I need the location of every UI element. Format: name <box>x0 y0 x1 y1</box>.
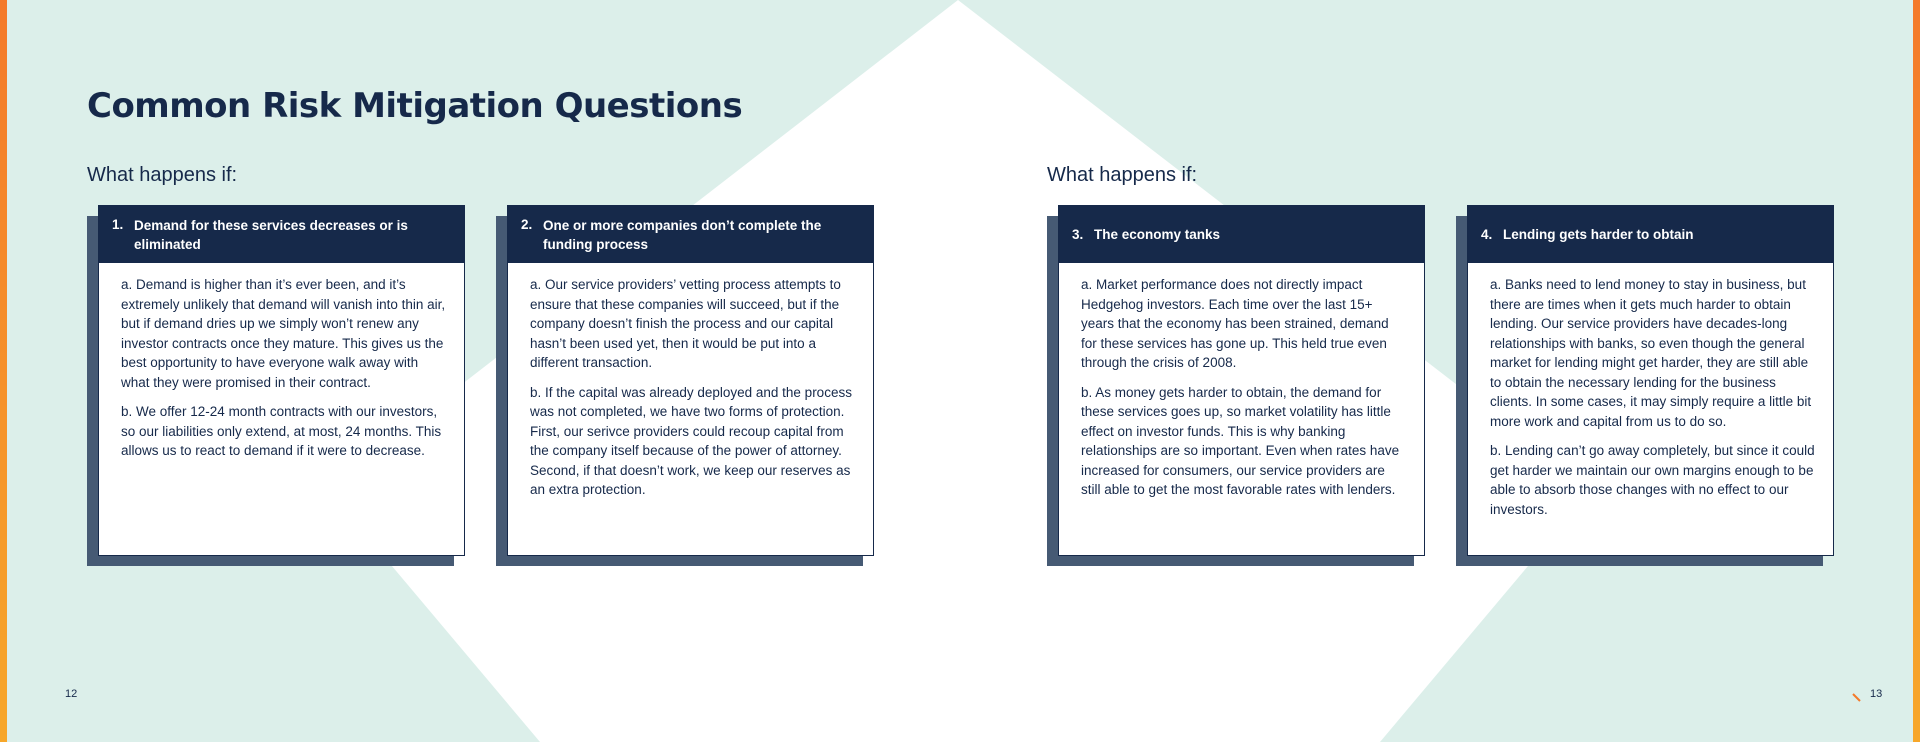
card-paragraph-a: a. Demand is higher than it’s ever been, and it’s extremely unlikely that demand will vanish into thin air, but if demand dries up we simply won’t renew any investor contracts once they mature. This gives us the best opportunity to have everyone walk away with what they were promised in their contract. <box>121 277 446 390</box>
card-paragraph-b: b. We offer 12-24 month contracts with our investors, so our liabilities only extend, at most, 24 months. This allows us to react to demand if it were to decrease. <box>121 404 442 458</box>
card-face <box>1467 205 1834 556</box>
card-paragraph-b: b. If the capital was already deployed and the process was not completed, we have two forms of protection. First, our serivce providers could recoup capital from the company itself because of the power of attorney. Second, if that doesn’t work, we keep our reserves as an extra protection. <box>530 384 852 497</box>
card-paragraph-b: b. As money gets harder to obtain, the demand for these services goes up, so market volatility has little effect on investor funds. This is why banking relationships are so important. Even when rates have increased for consumers, our service providers are still able to get the most favorable rates with lenders. <box>1081 384 1400 497</box>
orange-edge-left <box>0 0 7 742</box>
right-subheading: What happens if: <box>1047 164 1198 186</box>
card-header <box>99 206 464 263</box>
card-paragraph-a: a. Market performance does not directly impact Hedgehog investors. Each time over the last 15+ years that the economy has been strained, demand for these services has gone up. This held true even through the crisis of 2008. <box>1081 277 1389 370</box>
card-body <box>508 263 873 500</box>
card-number: 4. <box>1481 227 1493 242</box>
card-number: 2. <box>521 217 533 232</box>
card-paragraph-a: a. Our service providers’ vetting process attempts to ensure that these companies will succeed, but if the company doesn’t finish the process and our capital hasn’t been used yet, then it would be put into a different transaction. <box>530 277 841 370</box>
page-number-left: 12 <box>65 688 78 700</box>
card-body <box>99 263 464 461</box>
card-body <box>1468 263 1833 519</box>
card-heading: Lending gets harder to obtain <box>1503 227 1694 242</box>
card-face <box>507 205 874 556</box>
question-card-4 <box>1467 205 1834 555</box>
card-paragraph-b: b. Lending can’t go away completely, but since it could get harder we maintain our own margins enough to be able to absorb those changes with no effect to our investors. <box>1490 443 1815 517</box>
card-number: 3. <box>1072 227 1084 242</box>
page-number-right: 13 <box>1870 688 1883 700</box>
card-body <box>1059 263 1424 500</box>
card-header <box>1468 206 1833 263</box>
card-header <box>508 206 873 263</box>
question-card-2 <box>507 205 874 555</box>
card-face <box>1058 205 1425 556</box>
card-face <box>98 205 465 556</box>
orange-tick-mark <box>1852 692 1862 702</box>
question-card-1 <box>98 205 465 555</box>
card-heading: One or more companies don’t complete the funding process <box>543 217 822 252</box>
card-number: 1. <box>112 217 124 232</box>
card-heading: Demand for these services decreases or is eliminated <box>134 217 408 252</box>
question-card-3 <box>1058 205 1425 555</box>
card-header <box>1059 206 1424 263</box>
card-heading: The economy tanks <box>1094 227 1221 242</box>
orange-edge-right <box>1913 0 1920 742</box>
card-paragraph-a: a. Banks need to lend money to stay in business, but there are times when it gets much harder to obtain lending. Our service providers have decades-long relationships with banks, so even though the general market for lending might get harder, they are still able to obtain the necessary lending for the business clients. In some cases, it may simply require a little bit more work and capital from us to do so. <box>1490 277 1812 429</box>
page-title: Common Risk Mitigation Questions <box>87 86 743 126</box>
left-subheading: What happens if: <box>87 164 238 186</box>
